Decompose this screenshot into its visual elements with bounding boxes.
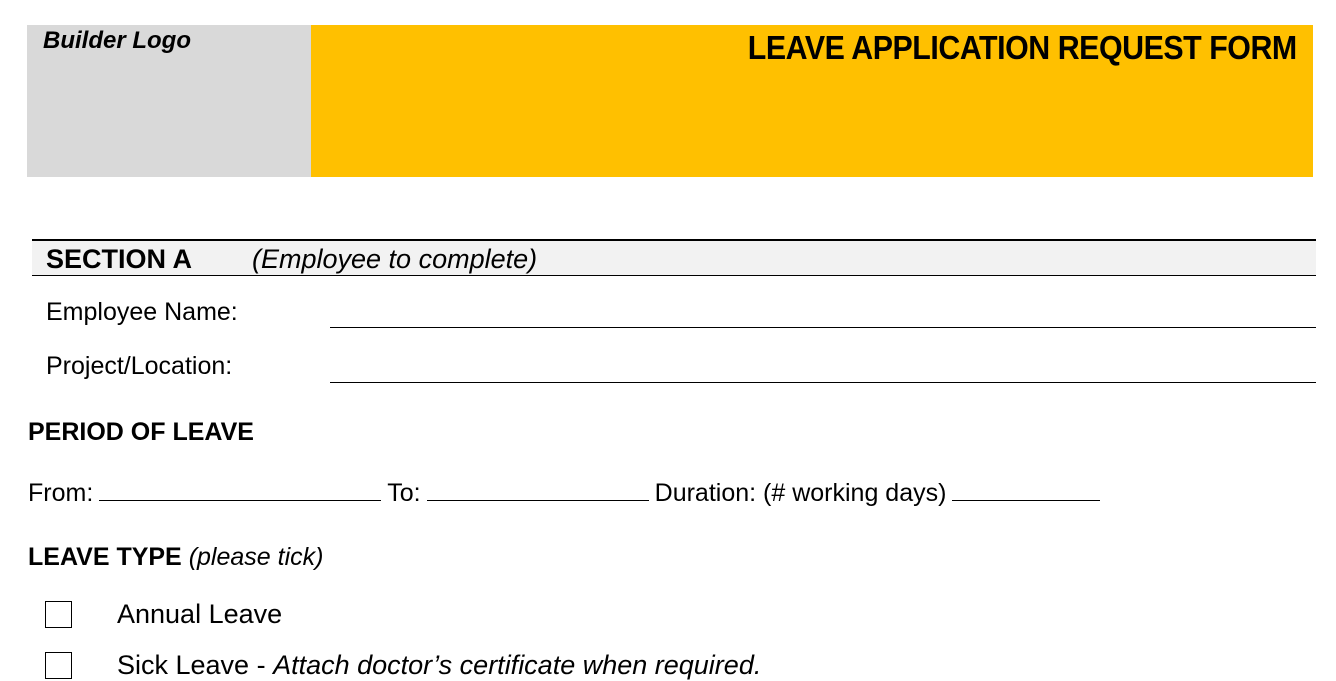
sick-leave-label: Sick Leave - bbox=[117, 650, 274, 680]
sick-leave-note: Attach doctor’s certificate when required. bbox=[273, 650, 762, 680]
form-title-banner bbox=[311, 25, 1313, 177]
sick-leave-label-group bbox=[117, 650, 761, 681]
from-label: From: bbox=[28, 479, 94, 507]
logo-placeholder bbox=[27, 25, 311, 177]
project-location-field[interactable] bbox=[330, 382, 1316, 383]
duration-field[interactable] bbox=[952, 478, 1100, 501]
from-date-field[interactable] bbox=[99, 478, 381, 501]
annual-leave-label: Annual Leave bbox=[117, 599, 283, 629]
employee-name-label: Employee Name: bbox=[46, 298, 238, 326]
sick-leave-checkbox[interactable] bbox=[45, 652, 72, 679]
form-title: LEAVE APPLICATION REQUEST FORM bbox=[747, 29, 1297, 66]
to-date-field[interactable] bbox=[427, 478, 649, 501]
to-label: To: bbox=[387, 479, 421, 507]
logo-text: Builder Logo bbox=[43, 27, 191, 54]
period-row bbox=[28, 478, 1106, 508]
employee-name-field[interactable] bbox=[330, 327, 1316, 328]
leave-type-title: LEAVE TYPE bbox=[28, 543, 182, 571]
duration-label: Duration: (# working days) bbox=[654, 479, 947, 507]
section-a-note: (Employee to complete) bbox=[252, 244, 538, 274]
project-location-label: Project/Location: bbox=[46, 352, 233, 380]
section-a-header bbox=[32, 239, 1316, 276]
section-a-title: SECTION A bbox=[46, 244, 193, 274]
leave-type-heading bbox=[28, 543, 323, 572]
annual-leave-checkbox[interactable] bbox=[45, 601, 72, 628]
period-of-leave-heading: PERIOD OF LEAVE bbox=[28, 418, 254, 446]
leave-type-note: (please tick) bbox=[188, 543, 324, 571]
